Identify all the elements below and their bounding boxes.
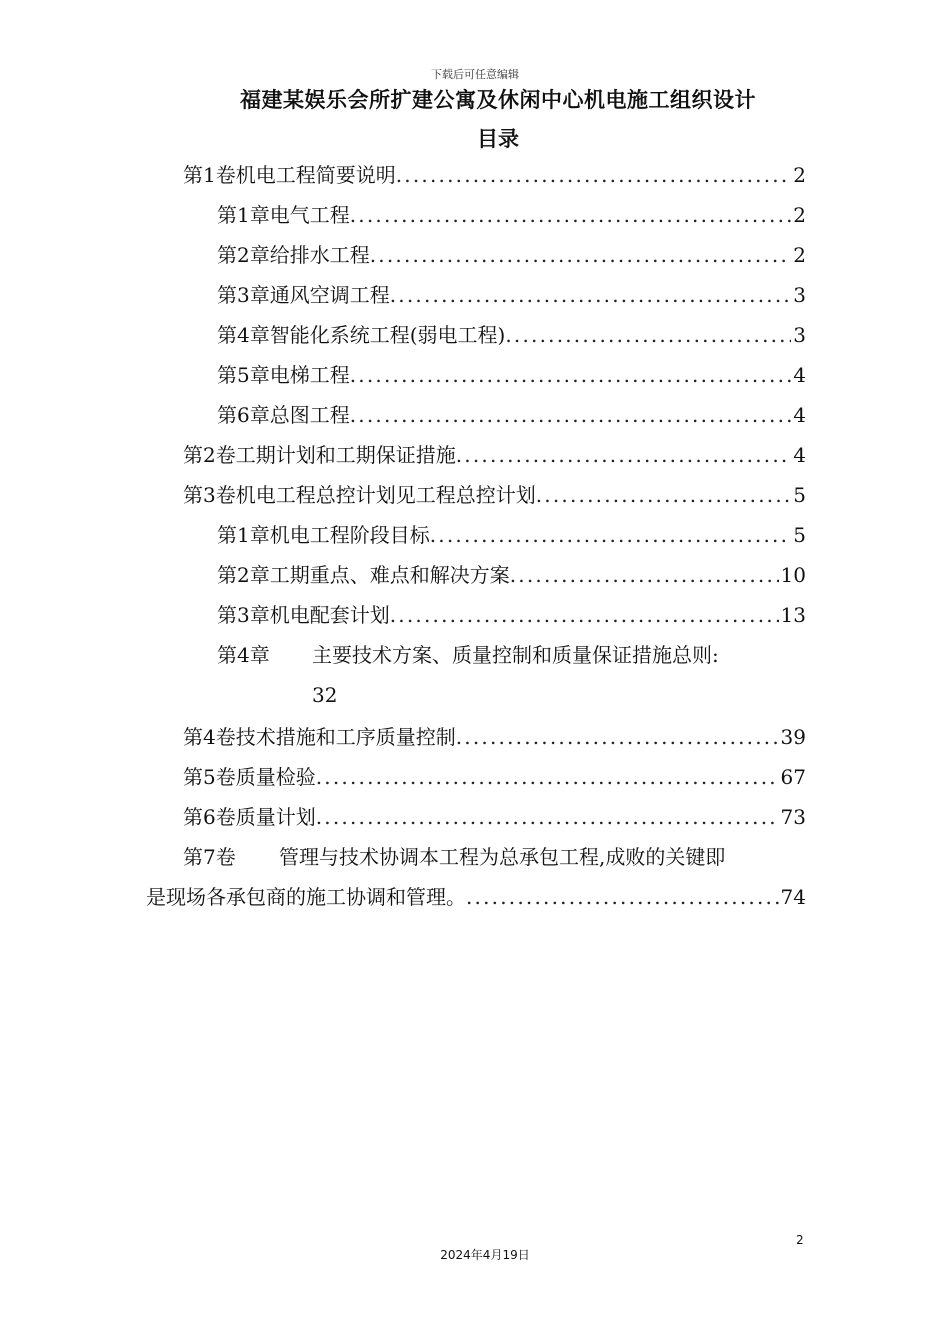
toc-entry-title: 智能化系统工程(弱电工程) bbox=[269, 323, 506, 347]
toc-entry-title: 质量检验 bbox=[235, 765, 316, 789]
toc-entry-number: 第2章 bbox=[217, 563, 270, 587]
toc-entry-number: 第2章 bbox=[217, 243, 270, 267]
toc-entry[interactable] bbox=[183, 757, 806, 797]
toc-entry-page[interactable]: 32 bbox=[312, 683, 338, 707]
dot-leader bbox=[316, 797, 779, 837]
toc-entry-title: 总图工程 bbox=[269, 403, 350, 427]
toc-entry-page: 5 bbox=[793, 483, 806, 507]
dot-leader bbox=[456, 717, 779, 757]
toc-entry-title: 工期计划和工期保证措施 bbox=[235, 443, 456, 467]
toc-entry-title: 技术措施和工序质量控制 bbox=[235, 725, 456, 749]
toc-entry[interactable] bbox=[217, 355, 806, 395]
toc-entry-page: 74 bbox=[780, 885, 806, 909]
dot-leader bbox=[505, 315, 791, 355]
dot-leader bbox=[390, 275, 792, 315]
toc-entry-number: 第1章 bbox=[217, 203, 270, 227]
toc-entry[interactable] bbox=[183, 717, 806, 757]
toc-entry[interactable] bbox=[183, 475, 806, 515]
toc-entry-number: 第4章 bbox=[217, 323, 270, 347]
dot-leader bbox=[430, 515, 792, 555]
toc-entry-number: 第4章 bbox=[217, 643, 270, 667]
toc-entry-page: 73 bbox=[780, 805, 806, 829]
toc-entry-page: 2 bbox=[793, 163, 806, 187]
toc-entry-title: 机电配套计划 bbox=[269, 603, 390, 627]
toc-entry[interactable] bbox=[217, 235, 806, 275]
toc-entry[interactable] bbox=[183, 435, 806, 475]
toc-entry[interactable] bbox=[217, 395, 806, 435]
toc-entry-page: 10 bbox=[780, 563, 806, 587]
dot-leader bbox=[466, 877, 779, 917]
toc-entry-continuation[interactable] bbox=[146, 877, 806, 917]
toc-entry[interactable] bbox=[217, 595, 806, 635]
toc-entry-title: 给排水工程 bbox=[269, 243, 370, 267]
toc-entry-title: 机电工程简要说明 bbox=[235, 163, 396, 187]
toc-entry-number: 第5卷 bbox=[183, 765, 236, 789]
toc-entry-number: 第3卷 bbox=[183, 483, 236, 507]
toc-heading: 目录 bbox=[477, 127, 519, 151]
toc-entry[interactable] bbox=[183, 837, 806, 877]
toc-entry-page: 4 bbox=[793, 363, 806, 387]
toc-entry-number: 第6卷 bbox=[183, 805, 236, 829]
toc-entry-number: 第1卷 bbox=[183, 163, 236, 187]
toc-entry-title: 机电工程总控计划见工程总控计划 bbox=[235, 483, 536, 507]
dot-leader bbox=[350, 355, 792, 395]
toc-entry-page: 67 bbox=[780, 765, 806, 789]
toc-entry-number: 第5章 bbox=[217, 363, 270, 387]
toc-entry-title: 质量计划 bbox=[235, 805, 316, 829]
toc-entry-number: 第1章 bbox=[217, 523, 270, 547]
toc-entry-title: 电梯工程 bbox=[269, 363, 350, 387]
dot-leader bbox=[370, 235, 792, 275]
dot-leader bbox=[316, 757, 779, 797]
dot-leader bbox=[456, 435, 792, 475]
dot-leader bbox=[536, 475, 792, 515]
toc-entry-page: 4 bbox=[793, 443, 806, 467]
toc-entry[interactable] bbox=[183, 155, 806, 195]
toc-entry-number: 第6章 bbox=[217, 403, 270, 427]
toc-entry-title: 主要技术方案、质量控制和质量保证措施总则: bbox=[312, 643, 719, 667]
header-note: 下载后可任意编辑 bbox=[431, 68, 519, 81]
toc-entry-title: 通风空调工程 bbox=[269, 283, 390, 307]
toc-entry-page: 5 bbox=[793, 523, 806, 547]
toc-entry-page: 2 bbox=[793, 243, 806, 267]
toc-entry[interactable] bbox=[183, 797, 806, 837]
toc-entry-title: 管理与技术协调本工程为总承包工程,成败的关键即 bbox=[279, 845, 726, 869]
toc-entry-number: 第3章 bbox=[217, 603, 270, 627]
dot-leader bbox=[510, 555, 779, 595]
dot-leader bbox=[350, 395, 792, 435]
dot-leader bbox=[350, 195, 792, 235]
page-number: 2 bbox=[796, 1233, 804, 1247]
toc-entry[interactable] bbox=[217, 635, 806, 675]
toc-entry-page: 3 bbox=[793, 323, 806, 347]
toc-entry[interactable] bbox=[217, 515, 806, 555]
toc-entry-page: 4 bbox=[793, 403, 806, 427]
toc-entry-title: 电气工程 bbox=[269, 203, 350, 227]
toc-entry-number: 第2卷 bbox=[183, 443, 236, 467]
toc-entry-page: 13 bbox=[780, 603, 806, 627]
footer-date: 2024年4月19日 bbox=[440, 1248, 530, 1262]
toc-entry-number: 第4卷 bbox=[183, 725, 236, 749]
toc-entry-page: 3 bbox=[793, 283, 806, 307]
toc-entry-title-continued: 是现场各承包商的施工协调和管理。 bbox=[146, 885, 466, 909]
dot-leader bbox=[390, 595, 779, 635]
toc-entry-number: 第7卷 bbox=[183, 845, 236, 869]
toc-entry[interactable] bbox=[217, 275, 806, 315]
dot-leader bbox=[396, 155, 792, 195]
toc-entry-title: 工期重点、难点和解决方案 bbox=[269, 563, 510, 587]
document-title: 福建某娱乐会所扩建公寓及休闲中心机电施工组织设计 bbox=[240, 88, 756, 112]
toc-entry[interactable] bbox=[217, 555, 806, 595]
toc-entry-title: 机电工程阶段目标 bbox=[269, 523, 430, 547]
toc-entry[interactable] bbox=[217, 315, 806, 355]
toc-entry[interactable] bbox=[217, 195, 806, 235]
toc-entry-number: 第3章 bbox=[217, 283, 270, 307]
toc-entry-page: 2 bbox=[793, 203, 806, 227]
toc-entry-page: 39 bbox=[780, 725, 806, 749]
